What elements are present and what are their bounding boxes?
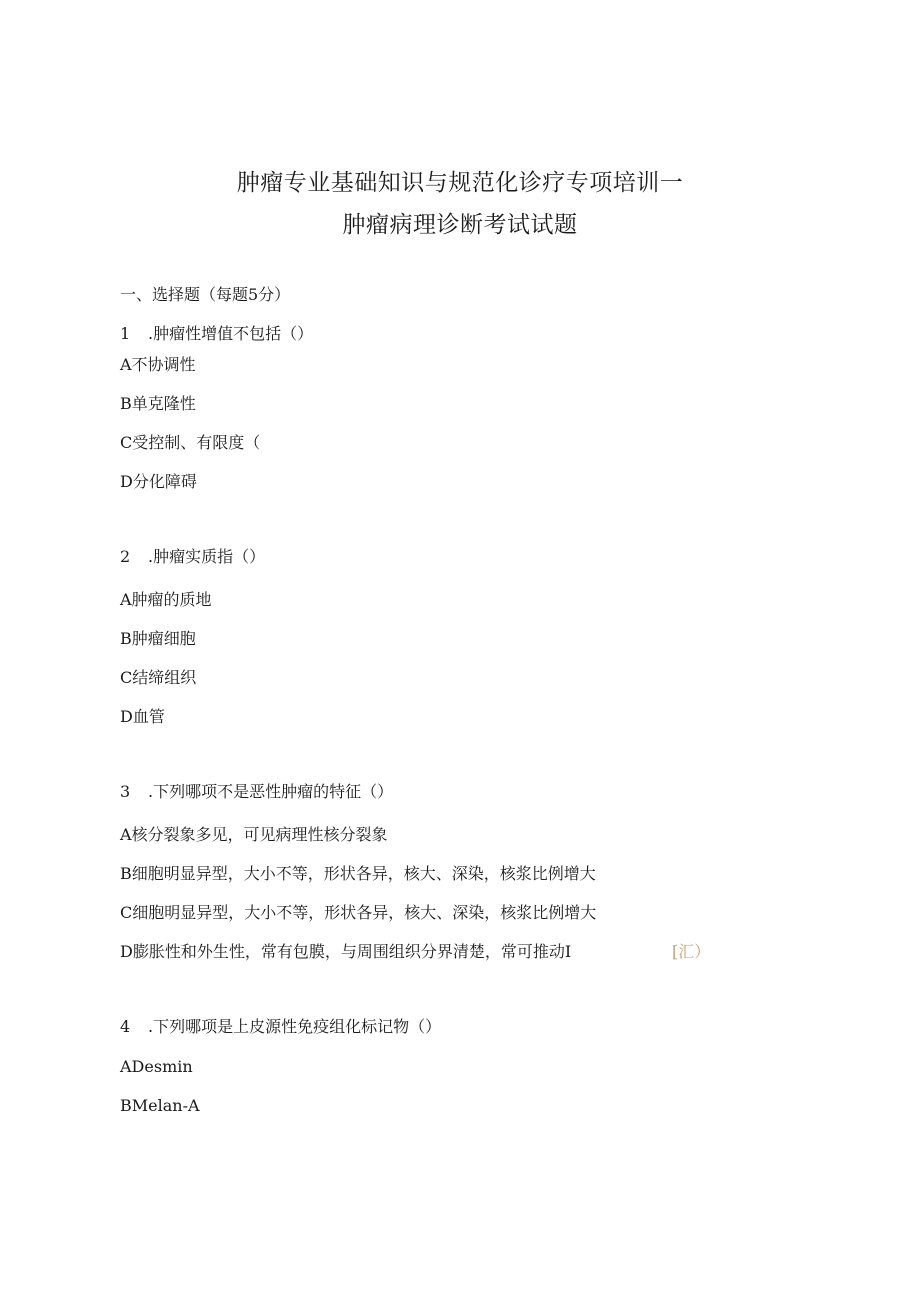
question-4-stem <box>120 1014 441 1037</box>
question-2-stem <box>120 544 265 567</box>
question-2-option-a: A肿瘤的质地 <box>120 590 212 609</box>
question-3-option-a: A核分裂象多见，可见病理性核分裂象 <box>120 825 388 844</box>
question-number: 4 <box>120 1017 131 1036</box>
question-text: .肿瘤实质指（） <box>148 547 266 566</box>
question-number: 3 <box>120 782 131 801</box>
question-4-option-b: BMelan-A <box>120 1096 200 1115</box>
question-text: .下列哪项是上皮源性免疫组化标记物（） <box>148 1017 442 1036</box>
question-1-stem <box>120 321 313 344</box>
section-heading: 一、选择题（每题5分） <box>120 285 291 304</box>
question-3-option-c: C细胞明显异型，大小不等，形状各异，核大、深染，核浆比例增大 <box>120 903 597 922</box>
document-title-line-1: 肿瘤专业基础知识与规范化诊疗专项培训一 <box>236 170 684 196</box>
question-text: .肿瘤性增值不包括（） <box>148 324 314 343</box>
question-3-option-b: B细胞明显异型，大小不等，形状各异，核大、深染，核浆比例增大 <box>120 864 596 883</box>
question-3-stem <box>120 779 393 802</box>
question-1-option-c: C受控制、有限度（ <box>120 433 261 452</box>
question-1-option-a: A不协调性 <box>120 355 196 374</box>
question-2-option-c: C结缔组织 <box>120 668 197 687</box>
question-3-option-d: D膨胀性和外生性，常有包膜，与周围组织分界清楚，常可推动I <box>120 942 572 961</box>
question-number: 1 <box>120 324 131 343</box>
question-text: .下列哪项不是恶性肿瘤的特征（） <box>148 782 394 801</box>
margin-note: [汇） <box>672 942 711 961</box>
question-number: 2 <box>120 547 131 566</box>
question-4-option-a: ADesmin <box>120 1057 193 1076</box>
question-2-option-b: B肿瘤细胞 <box>120 629 196 648</box>
question-1-option-b: B单克隆性 <box>120 394 196 413</box>
question-1-option-d: D分化障碍 <box>120 472 197 491</box>
question-2-option-d: D血管 <box>120 707 165 726</box>
document-title-line-2: 肿瘤病理诊断考试试题 <box>342 212 578 238</box>
